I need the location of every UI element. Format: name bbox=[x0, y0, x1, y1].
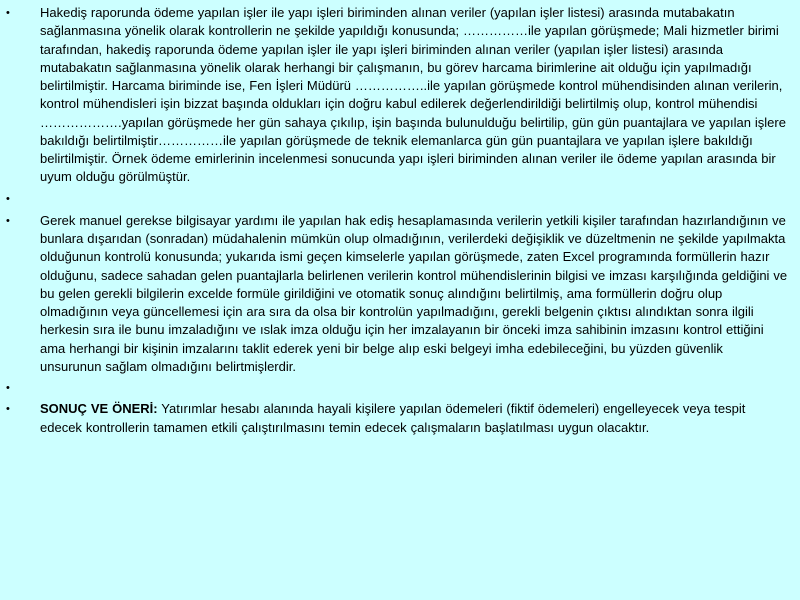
bullet-text: Gerek manuel gerekse bilgisayar yardımı ile yapılan hak ediş hesaplamasında verilerin yetkili kişiler tarafından hazırlandığının ve bunlara dışarıdan (sonradan) müdahalenin mümkün olup olmadığının, verilerdeki değişiklik ve düzeltmenin ne şekilde yapılmakta olduğunun kontrolü konusunda; yukarıda ismi geçen kimselerle yapılan görüşmede, zaten Excel programında formüllerin hazır olduğunu, sadece sahadan gelen puantajlarla belirlenen verilerin kontrol mühendislerinin bilgisi ve imzası karşılığında geldiğini ve bu gelen gerekli bilgilerin excelde formüle girildiğini ve otomatik sonuç alındığını belirtilmiş, ama formüllerin doğru olup olmadığının veya güncellemesi için ara sıra da olsa bir kontrolün yapılmadığını, gerekli belgenin çıktısı alındıktan sonra ilgili herkesin sıra ile bunu imzaladığını ve ıslak imza olduğu için her imzalayanın bir önceki imza sahibinin imzasını kontrol ettiğini ama herhangi bir kişinin imzalarını taklit ederek yeni bir belge alıp eski belgeyi imha edebileceğini, bu yüzden güvenlik unsurunun sağlam olmadığını belirtmişlerdir. bbox=[40, 212, 788, 374]
bullet-dot-icon: • bbox=[6, 7, 10, 19]
bullet-item bbox=[4, 4, 788, 187]
bullet-dot-icon: • bbox=[6, 382, 10, 394]
bullet-text bbox=[40, 190, 788, 208]
conclusion-text: Yatırımlar hesabı alanında hayali kişilere yapılan ödemeleri (fiktif ödemeleri) engelleyecek veya tespit edecek kontrollerin tamamen etkili çalıştırılmasını temin edecek çalışmaların başlatılması uygun olacaktır. bbox=[40, 401, 746, 435]
bullet-text: Hakediş raporunda ödeme yapılan işler ile yapı işleri biriminden alınan veriler (yapılan işler listesi) arasında mutabakatın sağlanmasına yönelik olarak kontrollerin ne şekilde yapıldığı konusunda; ……………ile yapılan görüşmede; Mali hizmetler birimi tarafından, hakediş raporunda ödeme yapılan işler ile yapı işleri biriminden alınan veriler (yapılan işler listesi) arasında mutabakatın sağlanmasına yönelik olarak herhangi bir çalışmanın, bu görev harcama birimlerine ait olduğu için yapılmadığı belirtilmiştir. Harcama biriminde ise, Fen İşleri Müdürü ……………..ile yapılan görüşmede kontrol mühendisinden alınan verilerin, kontrol mühendisleri işin bizzat başında oldukları için doğru kabul edilerek değerlendirildiği belirtilmiş olup, kontrol mühendisi ……………….yapılan görüşmede her gün sahaya çıkılıp, işin başında bulunulduğu belirtilip, gün gün puantajlara ve yapılan işlere bakıldığı belirtilmiştir……………ile yapılan görüşmede de teknik elemanlarca gün gün puantajlara ve yapılan işlere bakıldığı belirtilmiştir. Örnek ödeme emirlerinin incelenmesi sonucunda yapı işleri biriminden alınan veriler ile ödeme yapılan arasında bir uyum olduğu görülmüştür. bbox=[40, 5, 786, 185]
bullet-dot-icon: • bbox=[6, 214, 10, 227]
bullet-item-conclusion bbox=[4, 400, 788, 437]
bullet-item-empty bbox=[4, 379, 788, 397]
bullet-text bbox=[40, 400, 788, 437]
bullet-text bbox=[40, 379, 788, 397]
bullet-list bbox=[4, 4, 788, 437]
bullet-item bbox=[4, 212, 788, 376]
bullet-dot-icon: • bbox=[6, 192, 10, 205]
conclusion-heading: SONUÇ VE ÖNERİ: bbox=[40, 401, 158, 417]
bullet-item-empty bbox=[4, 190, 788, 208]
bullet-dot-icon: • bbox=[6, 403, 10, 416]
